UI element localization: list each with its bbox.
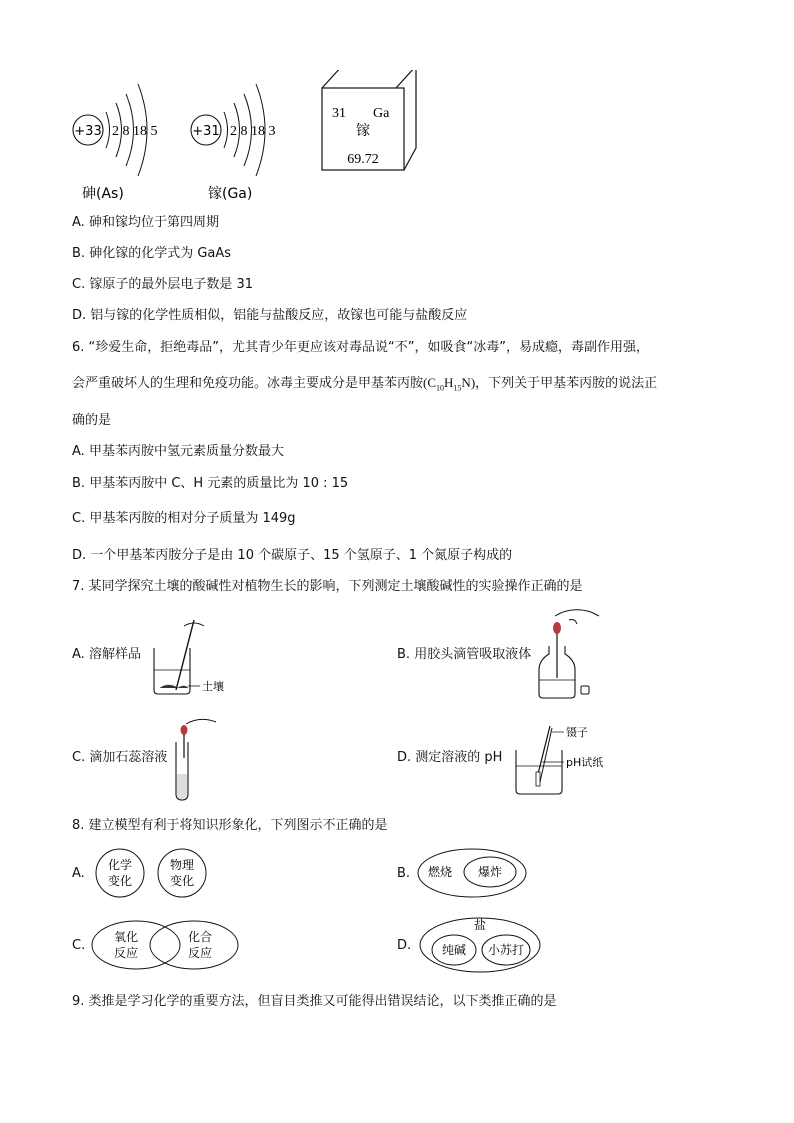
hand-outline — [555, 610, 599, 616]
q6-stem-line-2: 会严重破坏人的生理和免疫功能。冰毒主要成分是甲基苯丙胺$(C_{10}H_{15}N)$，下列关于甲基苯丙胺的说法正 — [72, 375, 658, 393]
q8d-diagram — [418, 914, 544, 974]
svg-text:反应: 反应 — [187, 946, 213, 960]
ga-label: 镓(Ga) — [208, 186, 253, 202]
q6-stem-line-3: 确的是 — [72, 413, 112, 428]
q6-option-a[interactable]: A. 甲基苯丙胺中氢元素质量分数最大 — [72, 444, 284, 459]
q7-stem: 7. 某同学探究土壤的酸碱性对植物生长的影响，下列测定土壤酸碱性的实验操作正确的是 — [72, 579, 583, 594]
ph-paper — [536, 772, 540, 786]
svg-text:变化: 变化 — [169, 874, 195, 888]
q6-stem-line-1: 6. “珍爱生命，拒绝毒品”，尤其青少年更应该对毒品说“不”，如吸食“冰毒”，易成瘾，毒副作用强， — [72, 340, 649, 355]
ga-cell-cube-edge — [396, 70, 416, 88]
oxidation-ellipse — [92, 921, 180, 969]
ga-atomic-number: 31 — [332, 106, 346, 121]
physical-change-circle — [158, 849, 206, 897]
q5-option-c[interactable]: C. 镓原子的最外层电子数是 31 — [72, 277, 254, 292]
q8-stem: 8. 建立模型有利于将知识形象化，下列图示不正确的是 — [72, 818, 388, 833]
q7-option-c[interactable]: C. 滴加石蕊溶液 — [72, 750, 168, 765]
svg-text:爆炸: 爆炸 — [477, 865, 503, 879]
ga-shell-arc-1 — [224, 112, 228, 148]
q7-option-a[interactable]: A. 溶解样品 — [72, 647, 141, 662]
ga-atomic-mass: 69.72 — [347, 152, 379, 167]
stir-arrow-icon — [184, 623, 204, 626]
dropper-bulb — [553, 622, 561, 634]
svg-text:氧化: 氧化 — [113, 930, 139, 944]
dropper-bulb — [181, 725, 188, 735]
as-label: 砷(As) — [82, 186, 124, 202]
q5-option-b[interactable]: B. 砷化镓的化学式为 GaAs — [72, 246, 232, 261]
q7a-dissolve-illustration — [148, 612, 258, 696]
soil-sample — [160, 685, 188, 688]
ga-electron-shells: 2 8 18 3 — [230, 124, 276, 139]
svg-text:化合: 化合 — [187, 930, 213, 944]
q7a-soil-label: 土壤 — [202, 680, 224, 693]
q6-option-d[interactable]: D. 一个甲基苯丙胺分子是由 10 个碳原子、15 个氢原子、1 个氮原子构成的 — [72, 548, 513, 563]
q7d-ph-test-illustration — [510, 720, 620, 798]
as-nucleus-charge: +33 — [74, 124, 102, 139]
svg-text:化学: 化学 — [107, 858, 133, 872]
chemical-change-circle — [96, 849, 144, 897]
q8a-diagram — [90, 846, 220, 900]
q6-formula: $(C_{10}H_{15}N)$ — [423, 375, 476, 393]
q7c-test-tube-illustration — [166, 712, 226, 804]
q5-option-d[interactable]: D. 铝与镓的化学性质相似，铝能与盐酸反应，故镓也可能与盐酸反应 — [72, 308, 468, 323]
svg-text:燃烧: 燃烧 — [427, 865, 453, 879]
ga-nucleus-charge: +31 — [192, 124, 220, 139]
svg-text:小苏打: 小苏打 — [487, 943, 525, 957]
q9-stem: 9. 类推是学习化学的重要方法，但盲目类推又可能得出错误结论，以下类推正确的是 — [72, 994, 557, 1009]
q8-option-b[interactable]: B. — [397, 866, 411, 881]
q5-option-a[interactable]: A. 砷和镓均位于第四周期 — [72, 215, 219, 230]
q8-option-d[interactable]: D. — [397, 938, 412, 953]
q8-option-a[interactable]: A. — [72, 866, 85, 881]
ga-symbol: Ga — [373, 106, 390, 121]
svg-text:盐: 盐 — [473, 918, 487, 932]
atom-structure-diagram — [60, 70, 420, 210]
q8b-diagram — [416, 846, 530, 900]
svg-text:变化: 变化 — [107, 874, 133, 888]
q7d-tweezers-label: 镊子 — [566, 726, 588, 739]
q7b-dropper-illustration — [535, 606, 615, 702]
q8c-diagram — [90, 918, 242, 972]
svg-text:反应: 反应 — [113, 946, 139, 960]
q6-option-b[interactable]: B. 甲基苯丙胺中 C、H 元素的质量比为 10 : 15 — [72, 476, 349, 491]
as-electron-shells: 2 8 18 5 — [112, 124, 158, 139]
q8-option-c[interactable]: C. — [72, 938, 86, 953]
combination-ellipse — [150, 921, 238, 969]
svg-text:纯碱: 纯碱 — [441, 943, 467, 957]
glass-rod — [176, 620, 194, 690]
q6-option-c[interactable]: C. 甲基苯丙胺的相对分子质量为 149g — [72, 511, 296, 526]
bottle-stopper — [581, 686, 589, 694]
ga-element-name: 镓 — [356, 123, 370, 139]
q7-option-b[interactable]: B. 用胶头滴管吸取液体 — [397, 647, 532, 662]
hand-outline — [186, 719, 216, 724]
as-shell-arc-1 — [106, 112, 110, 148]
q7d-ph-paper-label: pH试纸 — [566, 756, 604, 769]
svg-text:物理: 物理 — [169, 858, 195, 872]
q7-option-d[interactable]: D. 测定溶液的 pH — [397, 750, 503, 765]
